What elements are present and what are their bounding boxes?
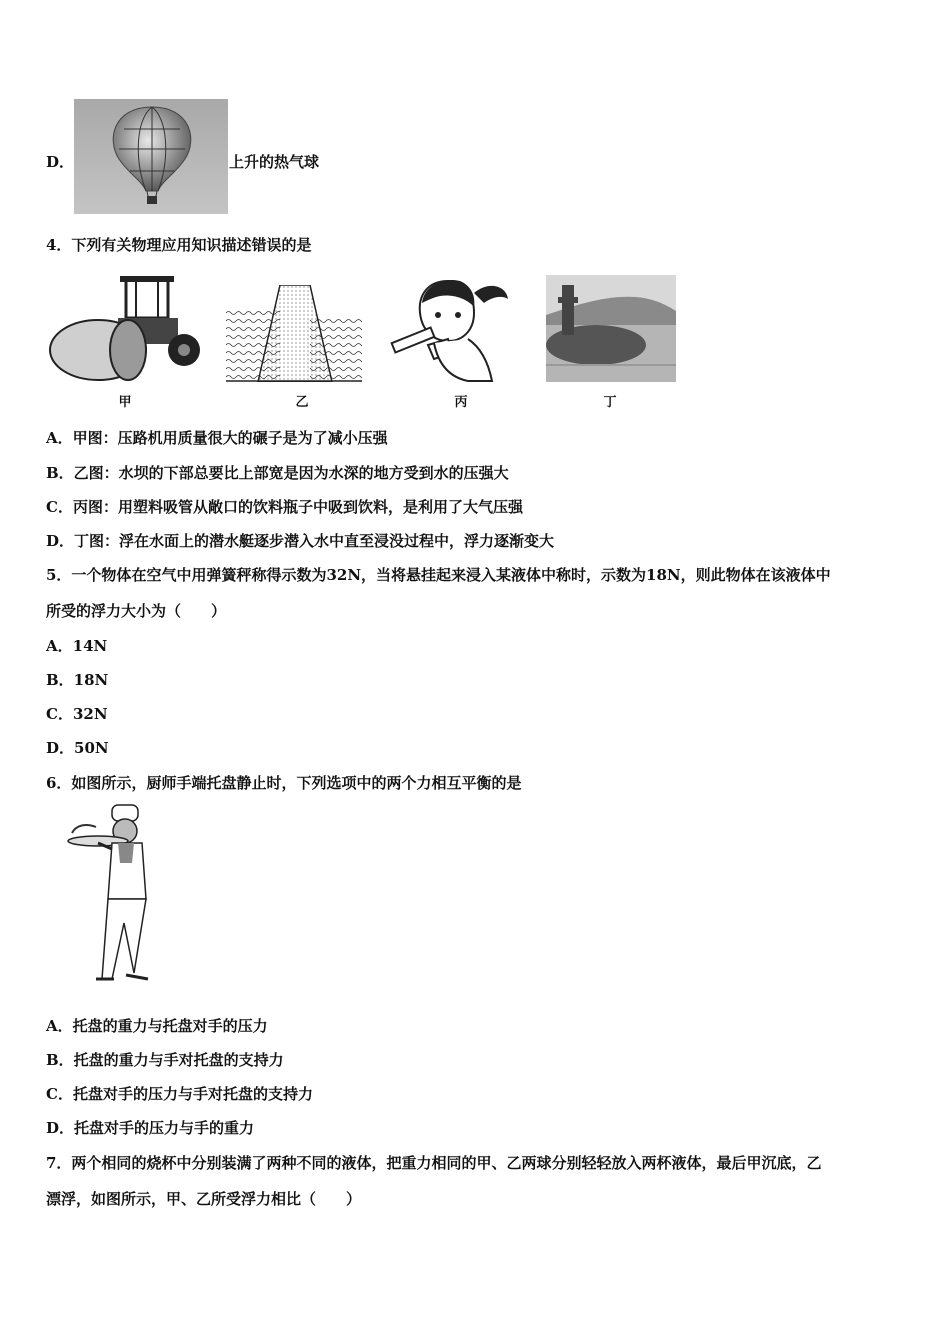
q6-option-c: C．托盘对手的压力与手对托盘的支持力 bbox=[46, 1085, 313, 1103]
q4-stem: 4．下列有关物理应用知识描述错误的是 bbox=[46, 236, 312, 254]
q5-option-b: B．18N bbox=[46, 671, 109, 689]
q6-option-b: B．托盘的重力与手对托盘的支持力 bbox=[46, 1051, 284, 1069]
chef-tray-image bbox=[62, 803, 172, 983]
q3-option-d-text: 上升的热气球 bbox=[229, 153, 320, 171]
q5-option-c: C．32N bbox=[46, 705, 108, 723]
road-roller-image bbox=[48, 272, 200, 384]
q5-option-d: D．50N bbox=[46, 739, 109, 757]
dam-cross-section-image bbox=[226, 285, 362, 382]
q5-option-a: A．14N bbox=[46, 637, 108, 655]
q4-option-a: A．甲图：压路机用质量很大的碾子是为了减小压强 bbox=[46, 429, 388, 447]
q5-stem-line2: 所受的浮力大小为（ ） bbox=[46, 602, 227, 620]
submarine-image bbox=[546, 275, 676, 382]
q4-option-c: C．丙图：用塑料吸管从敞口的饮料瓶子中吸到饮料，是利用了大气压强 bbox=[46, 498, 523, 516]
hot-air-balloon-image bbox=[74, 99, 228, 214]
q6-option-a: A．托盘的重力与托盘对手的压力 bbox=[46, 1017, 268, 1035]
q3-option-d-letter: D． bbox=[46, 153, 75, 171]
caption-bing: 丙 bbox=[454, 395, 468, 410]
q5-stem-line1: 5．一个物体在空气中用弹簧秤称得示数为32N，当将悬挂起来浸入某液体中称时，示数为18N，则此物体在该液体中 bbox=[46, 566, 831, 584]
q6-stem: 6．如图所示，厨师手端托盘静止时，下列选项中的两个力相互平衡的是 bbox=[46, 774, 522, 792]
q7-stem-line1: 7．两个相同的烧杯中分别装满了两种不同的液体，把重力相同的甲、乙两球分别轻轻放入两杯液体，最后甲沉底，乙 bbox=[46, 1154, 822, 1172]
q7-stem-line2: 漂浮，如图所示，甲、乙所受浮力相比（ ） bbox=[46, 1190, 362, 1208]
q6-option-d: D．托盘对手的压力与手的重力 bbox=[46, 1119, 255, 1137]
caption-yi: 乙 bbox=[295, 395, 309, 410]
q4-option-d: D．丁图：浮在水面上的潜水艇逐步潜入水中直至浸没过程中，浮力逐渐变大 bbox=[46, 532, 555, 550]
q4-option-b: B．乙图：水坝的下部总要比上部宽是因为水深的地方受到水的压强大 bbox=[46, 464, 509, 482]
caption-ding: 丁 bbox=[603, 395, 617, 410]
caption-jia: 甲 bbox=[118, 395, 132, 410]
girl-drinking-straw-image bbox=[388, 273, 518, 383]
